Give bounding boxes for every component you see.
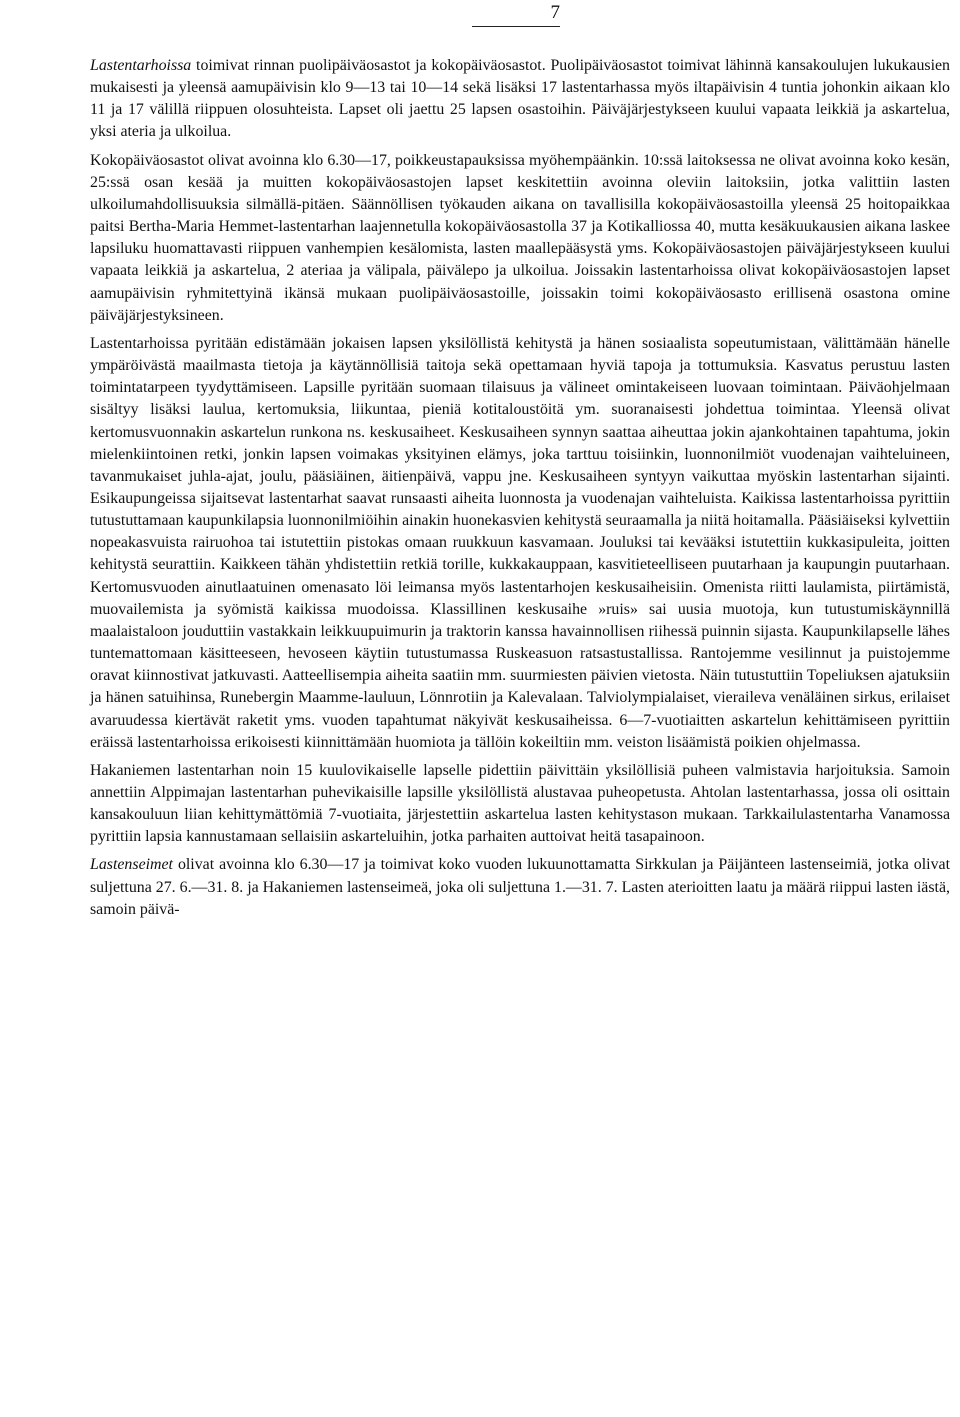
paragraph-text: olivat avoinna klo 6.30—17 ja toimivat koko vuoden lukuunottamatta Sirkkulan ja Päijänteen lastenseimiä, jotka olivat suljettuna 27. 6.—31. 8. ja Hakaniemen lastenseimeä, joka oli suljettuna 1.—31. 7. Lasten aterioitten laatu ja määrä riippui lasten iästä, samoin päivä- — [90, 856, 950, 918]
page-number: 7 — [550, 2, 560, 23]
paragraph-lastentarhat — [90, 55, 950, 144]
document-body — [90, 55, 950, 921]
section-term: Lastenseimet — [90, 856, 173, 874]
paragraph-lastenseimet — [90, 854, 950, 920]
paragraph-text: toimivat rinnan puolipäiväosastot ja kokopäiväosastot. Puolipäiväosastot toimivat lähinnä kansakoulujen lukukausien mukaisesti ja yleensä aamupäivisin klo 9—13 tai 10—14 sekä lisäksi 17 lastentarhassa myös iltapäivisin 4 tuntia johonkin aikaan klo 11 ja 17 välillä riippuen olosuhteista. Lapset oli jaettu 25 lapsen osastoihin. Päiväjärjestykseen kuului vapaata leikkiä ja askartelua, yksi ateria ja ulkoilua. — [90, 57, 950, 141]
page-number-rule — [472, 26, 560, 27]
section-term: Lastentarhoissa — [90, 57, 192, 74]
paragraph-text: Kokopäiväosastot olivat avoinna klo 6.30—17, poikkeustapauksissa myöhempäänkin. 10:ssä laitoksessa ne olivat avoinna koko kesän, 25:ssä osan kesää ja muitten kokopäiväosastojen lapset keskitettiin avoinna oleviin laitoksiin, jotka valittiin lasten ulkoilumahdollisuuksia silmällä-pitäen. Säännöllisen työkauden aikana on tavallisilla kokopäiväosastoilla yleensä 25 hoitopaikkaa paitsi Bertha-Maria Hemmet-lastentarhan laajennetulla kokopäiväosastolla 37 ja Kotikalliossa 40, mutta kesäkuukausien aikana laskee lapsiluku huomattavasti riippuen vanhempien kesälomista, lasten maallepääsystä yms. Kokopäiväosastojen päiväjärjestykseen kuului vapaata leikkiä ja askartelua, 2 ateriaa ja välipala, päivälepo ja ulkoilua. Joissakin lastentarhoissa olivat kokopäiväosastojen lapset aamupäivisin ryhmitettyinä ikänsä mukaan puolipäiväosastoille, joissakin toimi kokopäiväosasto erillisenä osastona omine päiväjärjestyksineen. — [90, 151, 950, 324]
paragraph-text: Hakaniemen lastentarhan noin 15 kuulovikaiselle lapselle pidettiin päivittäin yksilöllisiä puheen valmistavia harjoituksia. Samoin annettiin Alppimajan lastentarhan puhevikaisille lapsille yksilöllistä alustavaa puheopetusta. Ahtolan lastentarhassa, jossa oli osittain kansakouluun liian kehittymättömiä 7-vuotiaita, järjestettiin askartelua lasten kehitystason mukaan. Tarkkailulastentarha Vanamossa pyrittiin lapsia kannustamaan sellaisiin askarteluihin, jotka parhaiten auttoivat heitä tasapainoon. — [90, 761, 950, 846]
paragraph-erityisryhmat — [90, 760, 950, 849]
paragraph-kasvatus — [90, 333, 950, 754]
paragraph-text: Lastentarhoissa pyritään edistämään jokaisen lapsen yksilöllistä kehitystä ja hänen sosiaalista sopeutumistaan, välittämään hänelle ympäröivästä maailmasta tietoja ja käytännöllisiä taitoja sekä opettamaan hyviä tapoja ja tottumuksia. Kasvatus perustuu lasten toimintatarpeen tyydyttämiseen. Lapsille pyritään suomaan tilaisuus ja välineet omintakeiseen luovaan toimintaan. Päiväohjelmaan sisältyy lisäksi laulua, kertomuksia, liikuntaa, pieniä kotitaloustöitä ym. suoranaisesti johdettua toimintaa. Yleensä olivat kertomusvuonnakin askartelun runkona ns. keskusaiheet. Keskusaiheen synnyn saattaa aiheuttaa jokin ajankohtainen tapahtuma, jokin mielenkiintoinen retki, jonkin lapsen voimakas yksityinen elämys, joka tarttuu toisiinkin, luonnonilmiöt vuodenajan vaihteluineen, tavanmukaiset juhla-ajat, joulu, pääsiäinen, äitienpäivä, vappu jne. Keskusaiheen syntyyn vaikuttaa myöskin lastentarhan sijainti. Esikaupungeissa sijaitsevat lastentarhat saavat runsaasti aiheita luonnosta ja vuodenajan vaihteluista. Kaikissa lastentarhoissa pyrittiin tutustuttamaan kaupunkilapsia luonnonilmiöihin ainakin huonekasvien kehitystä seuraamalla ja niitä hoitamalla. Pääsiäiseksi kylvettiin nopeakasvuista rairuohoa tai istutettiin pistokas omaan ruukkuun kasvamaan. Jouluksi tai kevääksi istutettiin kukkasipuleita, joitten kehitystä seurattiin. Kaikkeen tähän yhdistettiin retkiä torille, kukkakauppaan, kasvitieteelliseen puutarhaan ja kaupungin puutarhaan. Kertomusvuoden ainutlaatuinen omenasato löi leimansa myös lastentarhojen keskusaiheisiin. Omenista riitti laulamista, piirtämistä, muovailemista ja syömistä kaikissa muodoissa. Klassillinen keskusaihe »ruis» sai uusia muotoja, kun tutustumiskäynnillä maalaistaloon jouduttiin vastakkain leikkuupuimurin ja traktorin kanssa havainnollisen riihessä puinnin sijasta. Kaupunkilapselle lähes tuntemattomaan käsitteeseen, hevoseen käytiin tutustumassa Ruskeasuon ratsastustallissa. Rantojemme vesilinnut ja puistojemme oravat kiinnostivat jatkuvasti. Aatteellisempia aiheita saatiin mm. suurmiesten päivien vietosta. Näin tutustuttiin Topeliuksen ajatuksiin ja hänen satuihinsa, Runebergin Maamme-lauluun, Lönnrotiin ja Kalevalaan. Talviolympialaiset, vieraileva venäläinen sirkus, erilaiset avaruudessa kiertävät raketit yms. vuoden tapahtumat näkyivät keskusaiheissa. 6—7-vuotiaitten askartelun kehittämiseen pyrittiin eräissä lastentarhoissa erikoisesti kiinnittämään huomiota ja tällöin kokeiltiin mm. veiston lisäämistä poikien ohjelmassa. — [90, 334, 950, 751]
paragraph-kokopaivaosastot — [90, 150, 950, 327]
